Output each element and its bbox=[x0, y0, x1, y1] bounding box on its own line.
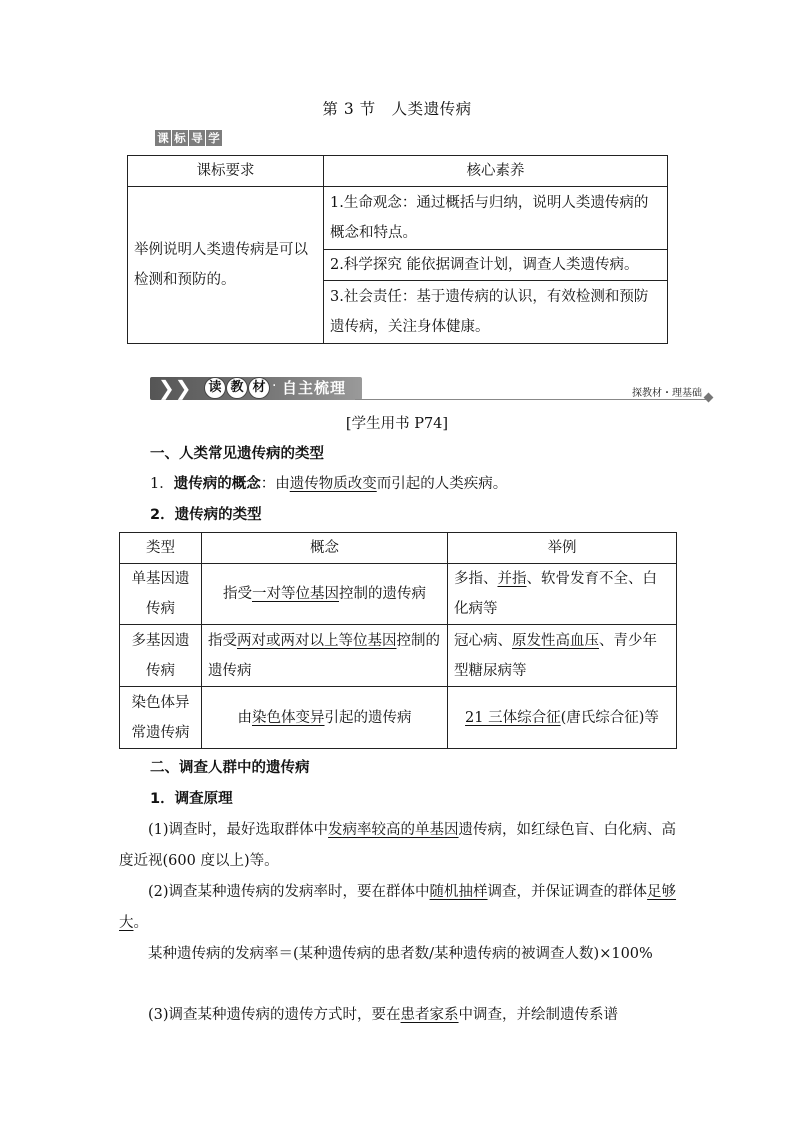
banner-subtitle: 探教材・理基础 bbox=[632, 388, 702, 399]
item-2: 2．遗传病的类型 bbox=[150, 507, 262, 523]
banner-title: 自主梳理 bbox=[282, 379, 347, 397]
example-cell: 21 三体综合征(唐氏综合征)等 bbox=[448, 687, 677, 749]
disease-types-table bbox=[119, 532, 677, 749]
chevron-icon: ❯❯ bbox=[158, 376, 192, 400]
banner-dot: · bbox=[272, 378, 277, 394]
header-concept: 概念 bbox=[202, 533, 448, 564]
text: 而引起的人类疾病。 bbox=[376, 476, 508, 492]
example-cell: 冠心病、原发性高血压、青少年型糖尿病等 bbox=[448, 625, 677, 687]
item-number: 1． bbox=[150, 476, 174, 492]
text: ：由 bbox=[260, 476, 290, 492]
diamond-icon bbox=[704, 393, 714, 403]
book-reference: [学生用书 P74] bbox=[345, 416, 449, 432]
standards-table bbox=[127, 155, 668, 344]
header-requirement: 课标要求 bbox=[128, 156, 324, 187]
section-banner bbox=[150, 374, 720, 404]
paragraph-1: (1)调查时，最好选取群体中发病率较高的单基因遗传病，如红绿色盲、白化病、高度近视(600 度以上)等。 bbox=[119, 822, 677, 869]
core-item: 3.社会责任：基于遗传病的认识，有效检测和预防遗传病，关注身体健康。 bbox=[324, 281, 668, 344]
banner-char: 教 bbox=[226, 377, 248, 399]
core-item: 2.科学探究 能依据调查计划，调查人类遗传病。 bbox=[324, 250, 668, 281]
section-tag bbox=[153, 130, 224, 147]
item-label: 遗传病的概念 bbox=[173, 476, 261, 492]
section-heading-2: 二、调查人群中的遗传病 bbox=[150, 760, 310, 776]
example-cell: 多指、并指、软骨发育不全、白化病等 bbox=[448, 564, 677, 625]
paragraph-3: (3)调查某种遗传病的遗传方式时，要在患者家系中调查，并绘制遗传系谱 bbox=[148, 1007, 619, 1023]
banner-char: 读 bbox=[204, 377, 226, 399]
tag-char: 学 bbox=[206, 130, 222, 146]
concept-cell: 指受两对或两对以上等位基因控制的遗传病 bbox=[202, 625, 448, 687]
core-item: 1.生命观念：通过概括与归纳，说明人类遗传病的概念和特点。 bbox=[324, 187, 668, 250]
underlined-term: 遗传物质改变 bbox=[289, 476, 377, 492]
header-example: 举例 bbox=[448, 533, 677, 564]
header-core: 核心素养 bbox=[324, 156, 668, 187]
type-cell: 多基因遗传病 bbox=[120, 625, 202, 687]
header-type: 类型 bbox=[120, 533, 202, 564]
tag-char: 导 bbox=[189, 130, 205, 146]
tag-char: 标 bbox=[172, 130, 188, 146]
concept-cell: 由染色体变异引起的遗传病 bbox=[202, 687, 448, 749]
section-heading-1: 一、人类常见遗传病的类型 bbox=[150, 446, 324, 462]
tag-char: 课 bbox=[155, 130, 171, 146]
concept-cell: 指受一对等位基因控制的遗传病 bbox=[202, 564, 448, 625]
formula: 某种遗传病的发病率＝(某种遗传病的患者数/某种遗传病的被调查人数)×100% bbox=[148, 946, 653, 962]
requirement-cell: 举例说明人类遗传病是可以检测和预防的。 bbox=[128, 187, 324, 344]
paragraph-2: (2)调查某种遗传病的发病率时，要在群体中随机抽样调查，并保证调查的群体足够大。 bbox=[119, 884, 677, 931]
type-cell: 单基因遗传病 bbox=[120, 564, 202, 625]
page-title: 第 3 节 人类遗传病 bbox=[322, 100, 472, 118]
subheading: 1．调查原理 bbox=[150, 791, 233, 807]
type-cell: 染色体异常遗传病 bbox=[120, 687, 202, 749]
banner-char: 材 bbox=[248, 377, 270, 399]
item-1 bbox=[150, 472, 507, 493]
